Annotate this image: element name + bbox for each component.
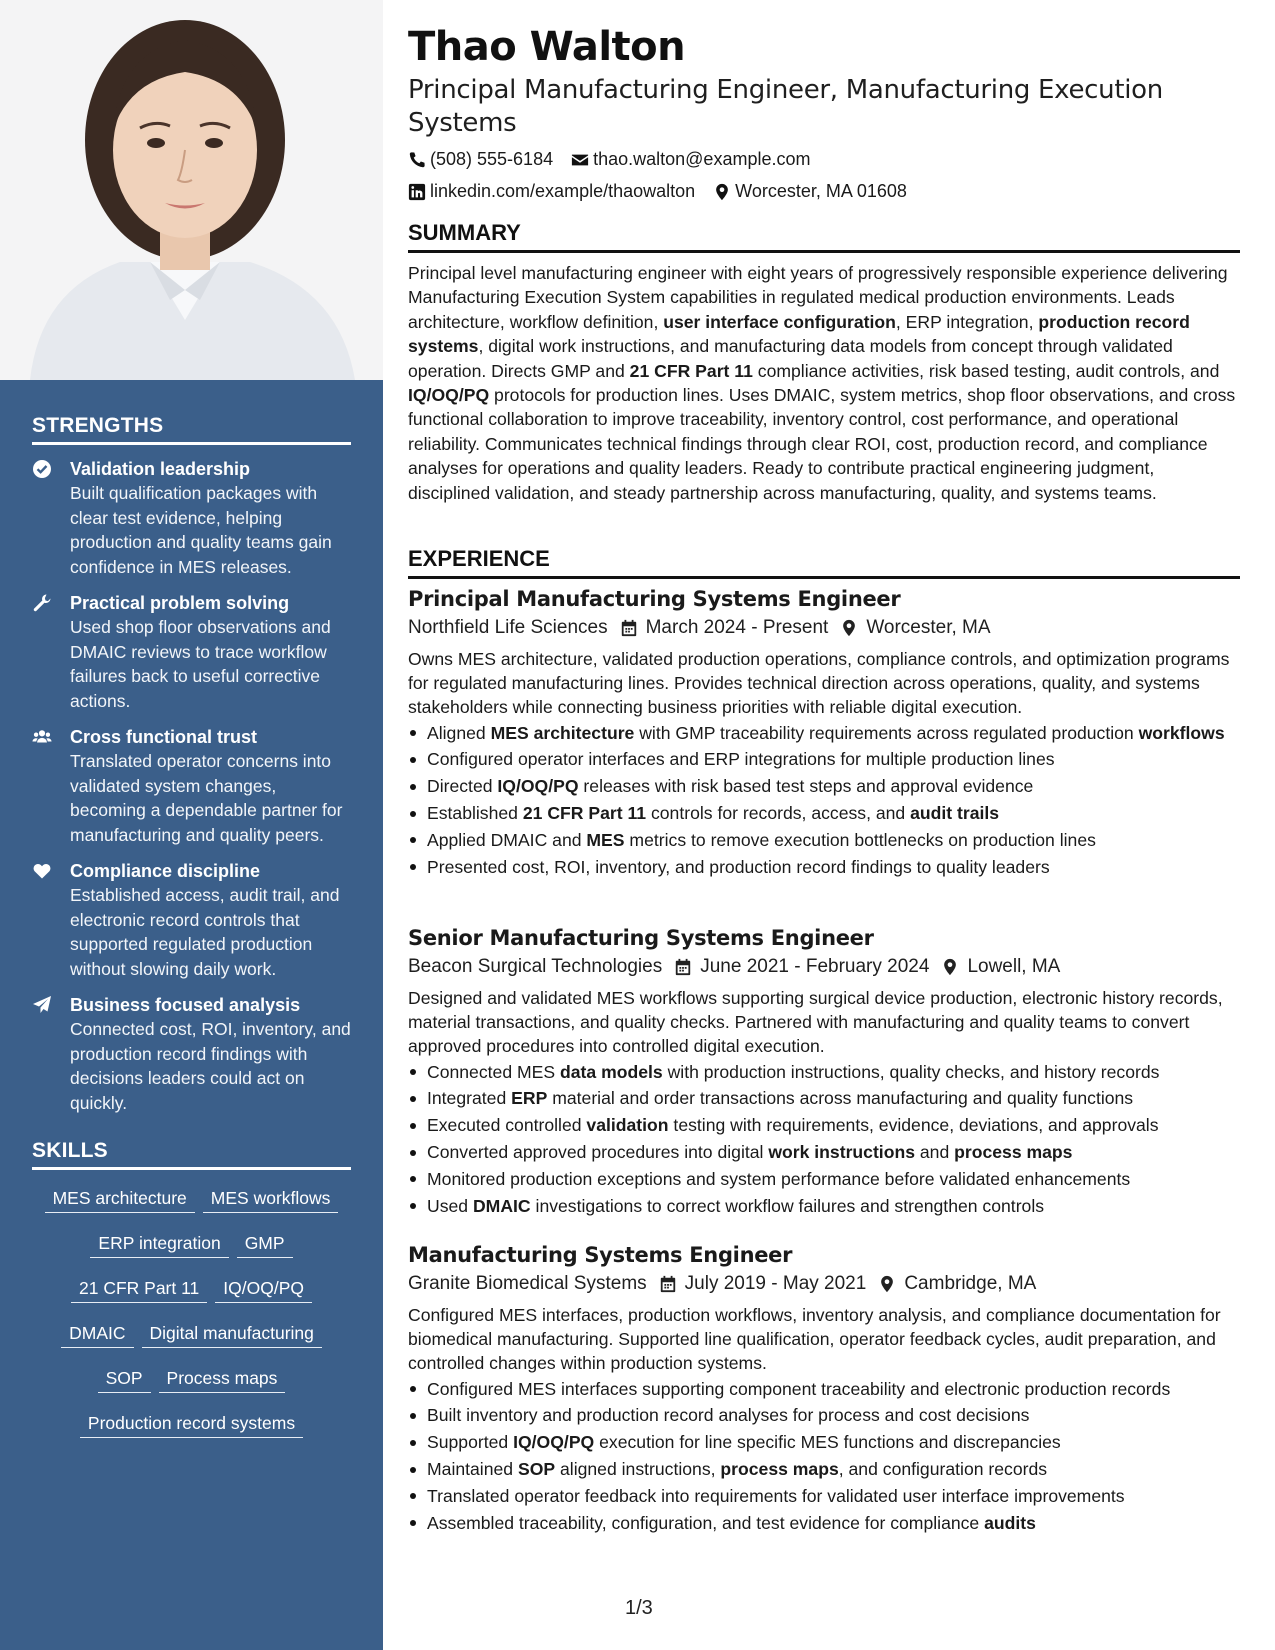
- job-meta: [408, 1273, 1240, 1295]
- summary-text: [408, 261, 1240, 505]
- linkedin-icon: [408, 183, 426, 201]
- strength-title: Cross functional trust: [70, 727, 258, 747]
- contact-row: [408, 181, 925, 202]
- bullet-item: [408, 1113, 1240, 1137]
- job-company: Northfield Life Sciences: [408, 617, 608, 638]
- bullet-item: [408, 1140, 1240, 1164]
- profile-photo-illustration: [0, 0, 383, 380]
- sidebar-panel: [0, 380, 383, 1650]
- text-run: Applied DMAIC and: [427, 829, 587, 850]
- strength-item: [32, 725, 351, 847]
- location-item: [713, 181, 907, 202]
- skills-heading: SKILLS: [32, 1139, 351, 1170]
- strength-title: Compliance discipline: [70, 861, 261, 881]
- job-description: Configured MES interfaces, production workflows, inventory analysis, and compliance documentation for biomedical manufacturing. Supported line qualification, operator feedback cycles, audit preparation, and controlled changes within production systems.: [408, 1305, 1221, 1374]
- text-run: metrics to remove execution bottlenecks on production lines: [624, 829, 1096, 850]
- text-run: Translated operator feedback into requirements for validated user interface improvements: [427, 1485, 1125, 1506]
- emphasis-text: SOP: [517, 1459, 556, 1479]
- emphasis-text: audit trails: [910, 803, 1000, 823]
- bullet-item: [408, 1167, 1240, 1191]
- linkedin-url: linkedin.com/example/thaowalton: [430, 181, 696, 201]
- emphasis-text: process maps: [954, 1142, 1073, 1162]
- skills-list: [32, 1178, 351, 1448]
- bullet-item: [408, 1377, 1240, 1401]
- bullet-item: [408, 774, 1240, 798]
- job-company: Beacon Surgical Technologies: [408, 956, 663, 977]
- strength-description: Established access, audit trail, and electronic record controls that supported regulated production without slowing daily work.: [70, 885, 340, 979]
- job-bullets: [408, 1060, 1240, 1218]
- emphasis-text: MES: [586, 829, 625, 850]
- emphasis-text: MES architecture: [490, 722, 635, 743]
- envelope-icon: [571, 151, 589, 169]
- job-description: Designed and validated MES workflows supporting surgical device production, electronic history records, material transactions, and quality checks. Partnered with manufacturing and quality teams to convert approved procedures into controlled digital execution.: [408, 988, 1223, 1057]
- strength-description: Translated operator concerns into validated system changes, becoming a dependable partner for manufacturing and quality peers.: [70, 751, 343, 845]
- strength-description: Used shop floor observations and DMAIC reviews to trace workflow failures back to useful corrective actions.: [70, 617, 331, 711]
- text-run: Configured operator interfaces and ERP integrations for multiple production lines: [427, 749, 1055, 770]
- text-run: Principal level manufacturing engineer with eight years of progressively responsible experience delivering Manufacturing Execution System capabilities in regulated medical production environments. Leads architecture, workflow definition,: [408, 263, 1228, 332]
- bullet-item: [408, 855, 1240, 879]
- text-run: Assembled traceability, configuration, and test evidence for compliance: [427, 1512, 985, 1533]
- contact-row: [408, 149, 828, 170]
- emphasis-text: ERP: [511, 1088, 548, 1109]
- text-run: Converted approved procedures into digital: [427, 1142, 769, 1162]
- bullet-item: [408, 1430, 1240, 1454]
- skill-tag: MES workflows: [203, 1178, 339, 1213]
- map-pin-icon: [840, 619, 858, 637]
- text-run: Built inventory and production record analyses for process and cost decisions: [427, 1405, 1030, 1426]
- email-address: thao.walton@example.com: [593, 149, 811, 169]
- phone-number: (508) 555-6184: [430, 149, 554, 169]
- linkedin-item[interactable]: [408, 181, 695, 202]
- job-bullets: [408, 1377, 1240, 1535]
- emphasis-text: 21 CFR Part 11: [522, 803, 647, 823]
- job-dates: June 2021 - February 2024: [700, 956, 930, 977]
- job-meta: [408, 956, 1240, 978]
- map-pin-icon: [713, 183, 731, 201]
- skill-tag: Production record systems: [80, 1403, 303, 1438]
- text-run: Configured MES interfaces supporting component traceability and electronic production records: [427, 1378, 1171, 1399]
- text-run: with production instructions, quality checks, and history records: [662, 1061, 1160, 1082]
- candidate-name: Thao Walton: [408, 24, 686, 70]
- text-run: execution for line specific MES functions and discrepancies: [594, 1432, 1061, 1453]
- job-location: Worcester, MA: [866, 617, 991, 638]
- job-meta: [408, 617, 1240, 639]
- emphasis-text: IQ/OQ/PQ: [513, 1432, 595, 1453]
- emphasis-text: workflows: [1138, 722, 1225, 743]
- text-run: Directed: [427, 776, 498, 797]
- text-run: Supported: [427, 1432, 514, 1453]
- text-run: Maintained: [427, 1459, 518, 1479]
- skill-tag: Process maps: [159, 1358, 286, 1393]
- skill-tag: ERP integration: [90, 1223, 228, 1258]
- strength-item: [32, 993, 351, 1115]
- map-pin-icon: [941, 958, 959, 976]
- calendar-icon: [674, 958, 692, 976]
- bullet-item: [408, 801, 1240, 825]
- phone-item[interactable]: [408, 149, 553, 170]
- candidate-title: Principal Manufacturing Engineer, Manufacturing Execution Systems: [408, 75, 1163, 138]
- job-dates: March 2024 - Present: [645, 617, 829, 638]
- text-run: Established: [427, 803, 523, 823]
- text-run: releases with risk based test steps and approval evidence: [578, 776, 1034, 797]
- paper-plane-icon: [32, 993, 70, 1115]
- phone-icon: [408, 151, 426, 169]
- skill-tag: IQ/OQ/PQ: [215, 1268, 312, 1303]
- skill-tag: MES architecture: [45, 1178, 195, 1213]
- email-item[interactable]: [571, 149, 810, 170]
- emphasis-text: work instructions: [768, 1142, 915, 1162]
- strength-item: [32, 859, 351, 981]
- emphasis-text: validation: [586, 1115, 669, 1136]
- skill-tag: GMP: [237, 1223, 293, 1258]
- calendar-icon: [620, 619, 638, 637]
- text-run: compliance activities, risk based testing, audit controls, and: [752, 360, 1220, 381]
- job-location: Cambridge, MA: [904, 1273, 1037, 1294]
- emphasis-text: process maps: [720, 1459, 839, 1479]
- bullet-item: [408, 1194, 1240, 1218]
- text-run: , ERP integration,: [895, 311, 1039, 332]
- page-number: 1/3: [625, 1597, 653, 1619]
- text-run: investigations to correct workflow failures and strengthen controls: [530, 1195, 1045, 1216]
- job-entry: [408, 587, 1240, 881]
- text-run: Integrated: [427, 1088, 512, 1109]
- text-run: Executed controlled: [427, 1115, 587, 1136]
- text-run: Aligned: [427, 722, 491, 743]
- text-run: protocols for production lines. Uses DMAIC, system metrics, shop floor observations, and cross functional collaboration to improve traceability, inventory control, cost performance, and operational reliability. Communicates technical findings through clear ROI, cost, production record, and compliance analyses for operations and quality leaders. Ready to contribute practical engineering judgment, disciplined validation, and steady partnership across manufacturing, quality, and systems teams.: [408, 385, 1236, 503]
- bullet-item: [408, 1403, 1240, 1427]
- text-run: , and configuration records: [838, 1459, 1048, 1479]
- emphasis-text: 21 CFR Part 11: [629, 360, 753, 381]
- heart-icon: [32, 859, 70, 981]
- job-role: Senior Manufacturing Systems Engineer: [408, 926, 874, 950]
- skill-tag: 21 CFR Part 11: [71, 1268, 207, 1303]
- emphasis-text: IQ/OQ/PQ: [497, 776, 579, 797]
- job-company: Granite Biomedical Systems: [408, 1273, 647, 1294]
- emphasis-text: audits: [984, 1512, 1036, 1533]
- text-run: Monitored production exceptions and system performance before validated enhancements: [427, 1168, 1131, 1189]
- job-bullets: [408, 721, 1240, 879]
- strength-description: Connected cost, ROI, inventory, and production record findings with decisions leaders could act on quickly.: [70, 1019, 351, 1113]
- emphasis-text: IQ/OQ/PQ: [408, 385, 490, 406]
- emphasis-text: production record systems: [408, 311, 1190, 357]
- text-run: controls for records, access, and: [646, 803, 911, 823]
- location-text: Worcester, MA 01608: [735, 181, 907, 201]
- bullet-item: [408, 1086, 1240, 1110]
- strength-title: Business focused analysis: [70, 995, 301, 1015]
- text-run: Used: [427, 1195, 473, 1216]
- job-entry: [408, 926, 1240, 1220]
- job-description: Owns MES architecture, validated production operations, compliance controls, and optimization programs for regulated manufacturing lines. Provides technical direction across operations, quality, and systems stakeholders while connecting business priorities with reliable digital execution.: [408, 649, 1230, 718]
- emphasis-text: DMAIC: [472, 1195, 531, 1216]
- strength-description: Built qualification packages with clear test evidence, helping production and quality teams gain confidence in MES releases.: [70, 483, 332, 577]
- job-location: Lowell, MA: [967, 956, 1061, 977]
- text-run: Connected MES: [427, 1061, 561, 1082]
- bullet-item: [408, 1060, 1240, 1084]
- sidebar: [0, 0, 383, 1650]
- strength-title: Validation leadership: [70, 459, 251, 479]
- calendar-icon: [659, 1275, 677, 1293]
- text-run: , digital work instructions, and manufacturing data models from concept through validated operation. Directs GMP and: [408, 336, 1173, 381]
- job-role: Principal Manufacturing Systems Engineer: [408, 587, 901, 611]
- job-role: Manufacturing Systems Engineer: [408, 1243, 793, 1267]
- bullet-item: [408, 1457, 1240, 1481]
- bullet-item: [408, 721, 1240, 745]
- strength-title: Practical problem solving: [70, 593, 290, 613]
- bullet-item: [408, 828, 1240, 852]
- emphasis-text: data models: [560, 1061, 663, 1082]
- summary-heading: SUMMARY: [408, 220, 1240, 253]
- job-dates: July 2019 - May 2021: [684, 1273, 867, 1294]
- text-run: testing with requirements, evidence, deviations, and approvals: [668, 1115, 1159, 1136]
- text-run: with GMP traceability requirements across regulated production: [634, 722, 1139, 743]
- map-pin-icon: [878, 1275, 896, 1293]
- skill-tag: SOP: [98, 1358, 151, 1393]
- text-run: material and order transactions across manufacturing and quality functions: [547, 1088, 1134, 1109]
- wrench-icon: [32, 591, 70, 713]
- strength-item: [32, 457, 351, 579]
- job-entry: [408, 1243, 1240, 1537]
- bullet-item: [408, 747, 1240, 771]
- skill-tag: DMAIC: [61, 1313, 133, 1348]
- check-circle-icon: [32, 457, 70, 579]
- profile-photo: [0, 0, 383, 380]
- text-run: Presented cost, ROI, inventory, and production record findings to quality leaders: [427, 856, 1050, 877]
- users-icon: [32, 725, 70, 847]
- bullet-item: [408, 1484, 1240, 1508]
- text-run: aligned instructions,: [555, 1459, 721, 1479]
- experience-heading: EXPERIENCE: [408, 546, 1240, 579]
- bullet-item: [408, 1511, 1240, 1535]
- strengths-heading: STRENGTHS: [32, 414, 351, 445]
- emphasis-text: user interface configuration: [663, 311, 896, 332]
- text-run: and: [914, 1142, 955, 1162]
- skill-tag: Digital manufacturing: [142, 1313, 322, 1348]
- strength-item: [32, 591, 351, 713]
